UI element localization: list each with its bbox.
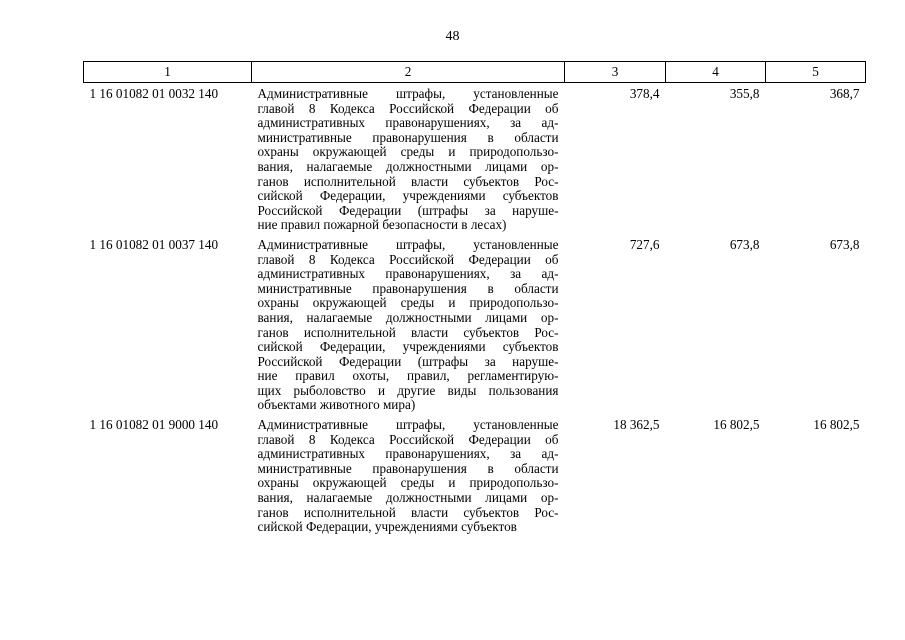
description-line: ганов исполнительной власти субъектов Рос- — [257, 324, 559, 340]
amount-col-3: 18 362,5 — [613, 417, 660, 433]
page-number: 48 — [445, 29, 460, 44]
amount-col-5: 368,7 — [829, 86, 860, 101]
description-line: охраны окружающей среды и природопользо- — [257, 295, 559, 311]
description-line: административных правонарушениях, за ад- — [257, 446, 559, 462]
description-line: главой 8 Кодекса Российской Федерации об — [257, 100, 559, 116]
table-row — [84, 414, 866, 536]
description-line: ганов исполнительной власти субъектов Рос- — [257, 504, 559, 520]
income-description — [252, 234, 565, 414]
income-description — [252, 414, 565, 536]
amount-col-5: 16 802,5 — [813, 417, 860, 433]
description-line: главой 8 Кодекса Российской Федерации об — [257, 251, 559, 267]
description-line: Административные штрафы, установленные — [257, 417, 559, 433]
amount-col-3: 378,4 — [629, 86, 660, 101]
description-line: министративные правонарушения в области — [257, 460, 559, 476]
header-col-3: 3 — [565, 62, 666, 83]
description-line: ние правил охоты, правил, регламентирую- — [257, 368, 559, 384]
description-line: главой 8 Кодекса Российской Федерации об — [257, 431, 559, 447]
table-row — [84, 234, 866, 414]
table-row — [84, 83, 866, 234]
amount-col-4: 355,8 — [729, 86, 760, 101]
description-line: объектами животного мира) — [257, 397, 416, 413]
description-line: сийской Федерации, учреждениями субъектов — [257, 339, 559, 355]
amount-col-3: 727,6 — [629, 236, 660, 252]
description-line: Российской Федерации (штрафы за наруше- — [257, 202, 559, 218]
header-col-1: 1 — [84, 62, 252, 83]
header-col-5: 5 — [766, 62, 866, 83]
description-line: административных правонарушениях, за ад- — [257, 115, 559, 131]
description-line: вания, налагаемые должностными лицами ор- — [257, 490, 559, 506]
header-col-2: 2 — [252, 62, 565, 83]
description-line: Административные штрафы, установленные — [257, 236, 559, 252]
table-header-row — [84, 62, 866, 83]
description-line: ние правил пожарной безопасности в лесах) — [257, 217, 507, 233]
header-col-4: 4 — [666, 62, 766, 83]
description-line: щих рыболовство и другие виды пользования — [257, 382, 559, 398]
description-line: министративные правонарушения в области — [257, 129, 559, 145]
description-line: административных правонарушениях, за ад- — [257, 266, 559, 282]
budget-table — [83, 61, 866, 536]
description-line: Административные штрафы, установленные — [257, 86, 559, 101]
description-line: сийской Федерации, учреждениями субъектов — [257, 188, 559, 204]
description-line: вания, налагаемые должностными лицами ор- — [257, 158, 559, 174]
amount-col-4: 673,8 — [729, 236, 760, 252]
description-line: охраны окружающей среды и природопользо- — [257, 475, 559, 491]
classification-code: 1 16 01082 01 0037 140 — [89, 236, 219, 252]
amount-col-4: 16 802,5 — [713, 417, 760, 433]
classification-code: 1 16 01082 01 0032 140 — [89, 86, 219, 101]
description-line: Российской Федерации (штрафы за наруше- — [257, 353, 559, 369]
description-line: ганов исполнительной власти субъектов Рос- — [257, 173, 559, 189]
description-line: сийской Федерации, учреждениями субъектов — [257, 519, 517, 535]
description-line: министративные правонарушения в области — [257, 280, 559, 296]
income-description — [252, 83, 565, 234]
classification-code: 1 16 01082 01 9000 140 — [89, 417, 219, 433]
amount-col-5: 673,8 — [829, 236, 860, 252]
description-line: охраны окружающей среды и природопользо- — [257, 144, 559, 160]
description-line: вания, налагаемые должностными лицами ор- — [257, 309, 559, 325]
